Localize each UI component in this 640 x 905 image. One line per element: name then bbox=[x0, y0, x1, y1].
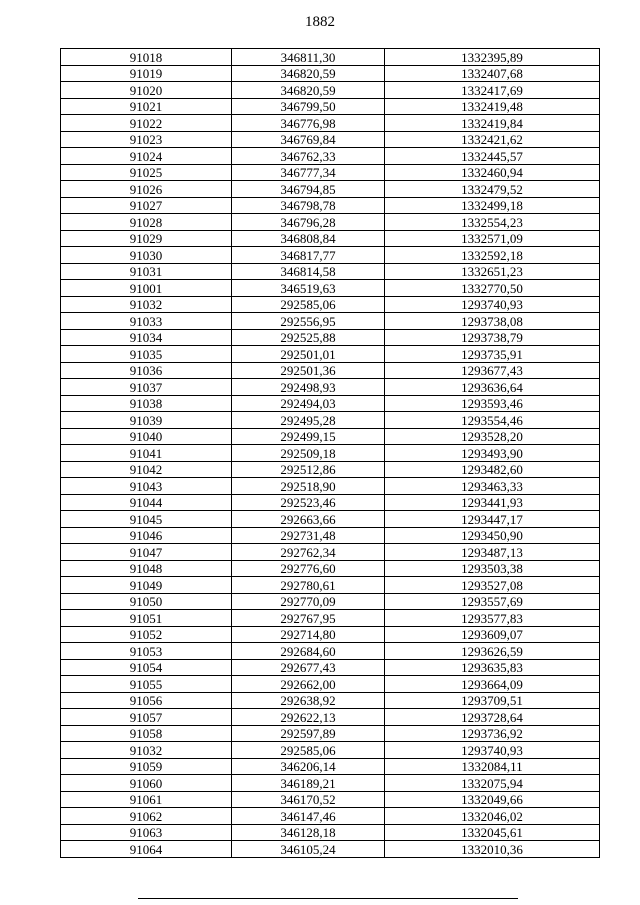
y-coordinate-cell: 1293441,93 bbox=[385, 494, 600, 511]
x-coordinate-cell: 292731,48 bbox=[232, 527, 385, 544]
table-row bbox=[61, 478, 600, 495]
x-coordinate-cell: 292662,00 bbox=[232, 676, 385, 693]
point-number-cell: 91028 bbox=[61, 214, 232, 231]
point-number-cell: 91038 bbox=[61, 395, 232, 412]
table-row bbox=[61, 346, 600, 363]
point-number-cell: 91048 bbox=[61, 560, 232, 577]
x-coordinate-cell: 346814,58 bbox=[232, 263, 385, 280]
table-row bbox=[61, 808, 600, 825]
point-number-cell: 91043 bbox=[61, 478, 232, 495]
y-coordinate-cell: 1293482,60 bbox=[385, 461, 600, 478]
y-coordinate-cell: 1293593,46 bbox=[385, 395, 600, 412]
y-coordinate-cell: 1332421,62 bbox=[385, 131, 600, 148]
y-coordinate-cell: 1332419,84 bbox=[385, 115, 600, 132]
x-coordinate-cell: 346147,46 bbox=[232, 808, 385, 825]
table-row bbox=[61, 313, 600, 330]
point-number-cell: 91060 bbox=[61, 775, 232, 792]
x-coordinate-cell: 292714,80 bbox=[232, 626, 385, 643]
point-number-cell: 91044 bbox=[61, 494, 232, 511]
table-row bbox=[61, 461, 600, 478]
point-number-cell: 91018 bbox=[61, 49, 232, 66]
y-coordinate-cell: 1332592,18 bbox=[385, 247, 600, 264]
x-coordinate-cell: 292677,43 bbox=[232, 659, 385, 676]
point-number-cell: 91061 bbox=[61, 791, 232, 808]
table-row bbox=[61, 841, 600, 858]
x-coordinate-cell: 346189,21 bbox=[232, 775, 385, 792]
x-coordinate-cell: 346794,85 bbox=[232, 181, 385, 198]
x-coordinate-cell: 346762,33 bbox=[232, 148, 385, 165]
point-number-cell: 91046 bbox=[61, 527, 232, 544]
point-number-cell: 91001 bbox=[61, 280, 232, 297]
point-number-cell: 91064 bbox=[61, 841, 232, 858]
table-row bbox=[61, 692, 600, 709]
point-number-cell: 91039 bbox=[61, 412, 232, 429]
x-coordinate-cell: 292525,88 bbox=[232, 329, 385, 346]
y-coordinate-cell: 1293528,20 bbox=[385, 428, 600, 445]
y-coordinate-cell: 1293577,83 bbox=[385, 610, 600, 627]
y-coordinate-cell: 1293738,08 bbox=[385, 313, 600, 330]
y-coordinate-cell: 1293738,79 bbox=[385, 329, 600, 346]
x-coordinate-cell: 292776,60 bbox=[232, 560, 385, 577]
y-coordinate-cell: 1332445,57 bbox=[385, 148, 600, 165]
y-coordinate-cell: 1332045,61 bbox=[385, 824, 600, 841]
x-coordinate-cell: 346817,77 bbox=[232, 247, 385, 264]
x-coordinate-cell: 292780,61 bbox=[232, 577, 385, 594]
table-row bbox=[61, 593, 600, 610]
point-number-cell: 91040 bbox=[61, 428, 232, 445]
point-number-cell: 91045 bbox=[61, 511, 232, 528]
table-row bbox=[61, 659, 600, 676]
point-number-cell: 91051 bbox=[61, 610, 232, 627]
y-coordinate-cell: 1332651,23 bbox=[385, 263, 600, 280]
point-number-cell: 91026 bbox=[61, 181, 232, 198]
table-row bbox=[61, 379, 600, 396]
point-number-cell: 91050 bbox=[61, 593, 232, 610]
point-number-cell: 91035 bbox=[61, 346, 232, 363]
table-row bbox=[61, 230, 600, 247]
point-number-cell: 91021 bbox=[61, 98, 232, 115]
point-number-cell: 91020 bbox=[61, 82, 232, 99]
table-row bbox=[61, 610, 600, 627]
y-coordinate-cell: 1332460,94 bbox=[385, 164, 600, 181]
x-coordinate-cell: 292501,01 bbox=[232, 346, 385, 363]
x-coordinate-cell: 292770,09 bbox=[232, 593, 385, 610]
y-coordinate-cell: 1332049,66 bbox=[385, 791, 600, 808]
x-coordinate-cell: 292597,89 bbox=[232, 725, 385, 742]
x-coordinate-cell: 292556,95 bbox=[232, 313, 385, 330]
y-coordinate-cell: 1293664,09 bbox=[385, 676, 600, 693]
y-coordinate-cell: 1293635,83 bbox=[385, 659, 600, 676]
x-coordinate-cell: 292585,06 bbox=[232, 296, 385, 313]
point-number-cell: 91057 bbox=[61, 709, 232, 726]
table-row bbox=[61, 742, 600, 759]
table-row bbox=[61, 527, 600, 544]
y-coordinate-cell: 1293463,33 bbox=[385, 478, 600, 495]
x-coordinate-cell: 292499,15 bbox=[232, 428, 385, 445]
x-coordinate-cell: 346796,28 bbox=[232, 214, 385, 231]
y-coordinate-cell: 1293709,51 bbox=[385, 692, 600, 709]
table-row bbox=[61, 164, 600, 181]
x-coordinate-cell: 346811,30 bbox=[232, 49, 385, 66]
point-number-cell: 91034 bbox=[61, 329, 232, 346]
table-row bbox=[61, 725, 600, 742]
x-coordinate-cell: 292767,95 bbox=[232, 610, 385, 627]
x-coordinate-cell: 346798,78 bbox=[232, 197, 385, 214]
table-row bbox=[61, 626, 600, 643]
point-number-cell: 91053 bbox=[61, 643, 232, 660]
point-number-cell: 91058 bbox=[61, 725, 232, 742]
footer-rule bbox=[138, 898, 518, 899]
y-coordinate-cell: 1332010,36 bbox=[385, 841, 600, 858]
x-coordinate-cell: 346170,52 bbox=[232, 791, 385, 808]
y-coordinate-cell: 1293493,90 bbox=[385, 445, 600, 462]
y-coordinate-cell: 1293554,46 bbox=[385, 412, 600, 429]
table-row bbox=[61, 511, 600, 528]
point-number-cell: 91056 bbox=[61, 692, 232, 709]
point-number-cell: 91041 bbox=[61, 445, 232, 462]
point-number-cell: 91054 bbox=[61, 659, 232, 676]
table-row bbox=[61, 280, 600, 297]
y-coordinate-cell: 1332084,11 bbox=[385, 758, 600, 775]
point-number-cell: 91037 bbox=[61, 379, 232, 396]
point-number-cell: 91063 bbox=[61, 824, 232, 841]
y-coordinate-cell: 1293487,13 bbox=[385, 544, 600, 561]
y-coordinate-cell: 1293447,17 bbox=[385, 511, 600, 528]
table-row bbox=[61, 82, 600, 99]
point-number-cell: 91042 bbox=[61, 461, 232, 478]
y-coordinate-cell: 1293740,93 bbox=[385, 296, 600, 313]
y-coordinate-cell: 1332554,23 bbox=[385, 214, 600, 231]
coordinates-table bbox=[60, 48, 600, 858]
table-row bbox=[61, 676, 600, 693]
table-row bbox=[61, 296, 600, 313]
y-coordinate-cell: 1293736,92 bbox=[385, 725, 600, 742]
y-coordinate-cell: 1332419,48 bbox=[385, 98, 600, 115]
x-coordinate-cell: 292638,92 bbox=[232, 692, 385, 709]
point-number-cell: 91059 bbox=[61, 758, 232, 775]
x-coordinate-cell: 346769,84 bbox=[232, 131, 385, 148]
table-row bbox=[61, 98, 600, 115]
table-row bbox=[61, 263, 600, 280]
table-row bbox=[61, 247, 600, 264]
x-coordinate-cell: 292509,18 bbox=[232, 445, 385, 462]
table-row bbox=[61, 560, 600, 577]
point-number-cell: 91062 bbox=[61, 808, 232, 825]
x-coordinate-cell: 346808,84 bbox=[232, 230, 385, 247]
table-row bbox=[61, 428, 600, 445]
table-row bbox=[61, 791, 600, 808]
point-number-cell: 91023 bbox=[61, 131, 232, 148]
y-coordinate-cell: 1332479,52 bbox=[385, 181, 600, 198]
x-coordinate-cell: 346519,63 bbox=[232, 280, 385, 297]
x-coordinate-cell: 292498,93 bbox=[232, 379, 385, 396]
table-row bbox=[61, 412, 600, 429]
x-coordinate-cell: 292622,13 bbox=[232, 709, 385, 726]
x-coordinate-cell: 346206,14 bbox=[232, 758, 385, 775]
table-row bbox=[61, 445, 600, 462]
point-number-cell: 91030 bbox=[61, 247, 232, 264]
y-coordinate-cell: 1332499,18 bbox=[385, 197, 600, 214]
table-row bbox=[61, 758, 600, 775]
table-body bbox=[61, 49, 600, 858]
x-coordinate-cell: 292501,36 bbox=[232, 362, 385, 379]
table-row bbox=[61, 148, 600, 165]
x-coordinate-cell: 292663,66 bbox=[232, 511, 385, 528]
table-row bbox=[61, 824, 600, 841]
table-row bbox=[61, 494, 600, 511]
x-coordinate-cell: 292512,86 bbox=[232, 461, 385, 478]
table-row bbox=[61, 197, 600, 214]
y-coordinate-cell: 1293450,90 bbox=[385, 527, 600, 544]
y-coordinate-cell: 1332417,69 bbox=[385, 82, 600, 99]
x-coordinate-cell: 346820,59 bbox=[232, 82, 385, 99]
y-coordinate-cell: 1293609,07 bbox=[385, 626, 600, 643]
x-coordinate-cell: 346776,98 bbox=[232, 115, 385, 132]
table-row bbox=[61, 181, 600, 198]
point-number-cell: 91032 bbox=[61, 296, 232, 313]
x-coordinate-cell: 346820,59 bbox=[232, 65, 385, 82]
table-row bbox=[61, 65, 600, 82]
y-coordinate-cell: 1293728,64 bbox=[385, 709, 600, 726]
table-row bbox=[61, 329, 600, 346]
point-number-cell: 91032 bbox=[61, 742, 232, 759]
point-number-cell: 91027 bbox=[61, 197, 232, 214]
y-coordinate-cell: 1293636,64 bbox=[385, 379, 600, 396]
y-coordinate-cell: 1293735,91 bbox=[385, 346, 600, 363]
page-number: 1882 bbox=[305, 14, 335, 30]
y-coordinate-cell: 1332075,94 bbox=[385, 775, 600, 792]
y-coordinate-cell: 1293740,93 bbox=[385, 742, 600, 759]
point-number-cell: 91049 bbox=[61, 577, 232, 594]
y-coordinate-cell: 1293557,69 bbox=[385, 593, 600, 610]
y-coordinate-cell: 1332571,09 bbox=[385, 230, 600, 247]
y-coordinate-cell: 1293527,08 bbox=[385, 577, 600, 594]
x-coordinate-cell: 346105,24 bbox=[232, 841, 385, 858]
table-row bbox=[61, 362, 600, 379]
table-row bbox=[61, 49, 600, 66]
table-row bbox=[61, 214, 600, 231]
point-number-cell: 91052 bbox=[61, 626, 232, 643]
y-coordinate-cell: 1332046,02 bbox=[385, 808, 600, 825]
x-coordinate-cell: 346777,34 bbox=[232, 164, 385, 181]
table-row bbox=[61, 643, 600, 660]
x-coordinate-cell: 346128,18 bbox=[232, 824, 385, 841]
table-row bbox=[61, 544, 600, 561]
point-number-cell: 91022 bbox=[61, 115, 232, 132]
point-number-cell: 91031 bbox=[61, 263, 232, 280]
table-row bbox=[61, 709, 600, 726]
y-coordinate-cell: 1332770,50 bbox=[385, 280, 600, 297]
table-row bbox=[61, 131, 600, 148]
table-row bbox=[61, 115, 600, 132]
y-coordinate-cell: 1293677,43 bbox=[385, 362, 600, 379]
table-row bbox=[61, 577, 600, 594]
y-coordinate-cell: 1332395,89 bbox=[385, 49, 600, 66]
point-number-cell: 91024 bbox=[61, 148, 232, 165]
x-coordinate-cell: 292762,34 bbox=[232, 544, 385, 561]
y-coordinate-cell: 1293626,59 bbox=[385, 643, 600, 660]
y-coordinate-cell: 1332407,68 bbox=[385, 65, 600, 82]
x-coordinate-cell: 292523,46 bbox=[232, 494, 385, 511]
x-coordinate-cell: 346799,50 bbox=[232, 98, 385, 115]
x-coordinate-cell: 292494,03 bbox=[232, 395, 385, 412]
x-coordinate-cell: 292518,90 bbox=[232, 478, 385, 495]
point-number-cell: 91029 bbox=[61, 230, 232, 247]
point-number-cell: 91019 bbox=[61, 65, 232, 82]
point-number-cell: 91055 bbox=[61, 676, 232, 693]
x-coordinate-cell: 292684,60 bbox=[232, 643, 385, 660]
x-coordinate-cell: 292585,06 bbox=[232, 742, 385, 759]
table-row bbox=[61, 395, 600, 412]
point-number-cell: 91025 bbox=[61, 164, 232, 181]
y-coordinate-cell: 1293503,38 bbox=[385, 560, 600, 577]
point-number-cell: 91047 bbox=[61, 544, 232, 561]
point-number-cell: 91036 bbox=[61, 362, 232, 379]
table-row bbox=[61, 775, 600, 792]
point-number-cell: 91033 bbox=[61, 313, 232, 330]
x-coordinate-cell: 292495,28 bbox=[232, 412, 385, 429]
